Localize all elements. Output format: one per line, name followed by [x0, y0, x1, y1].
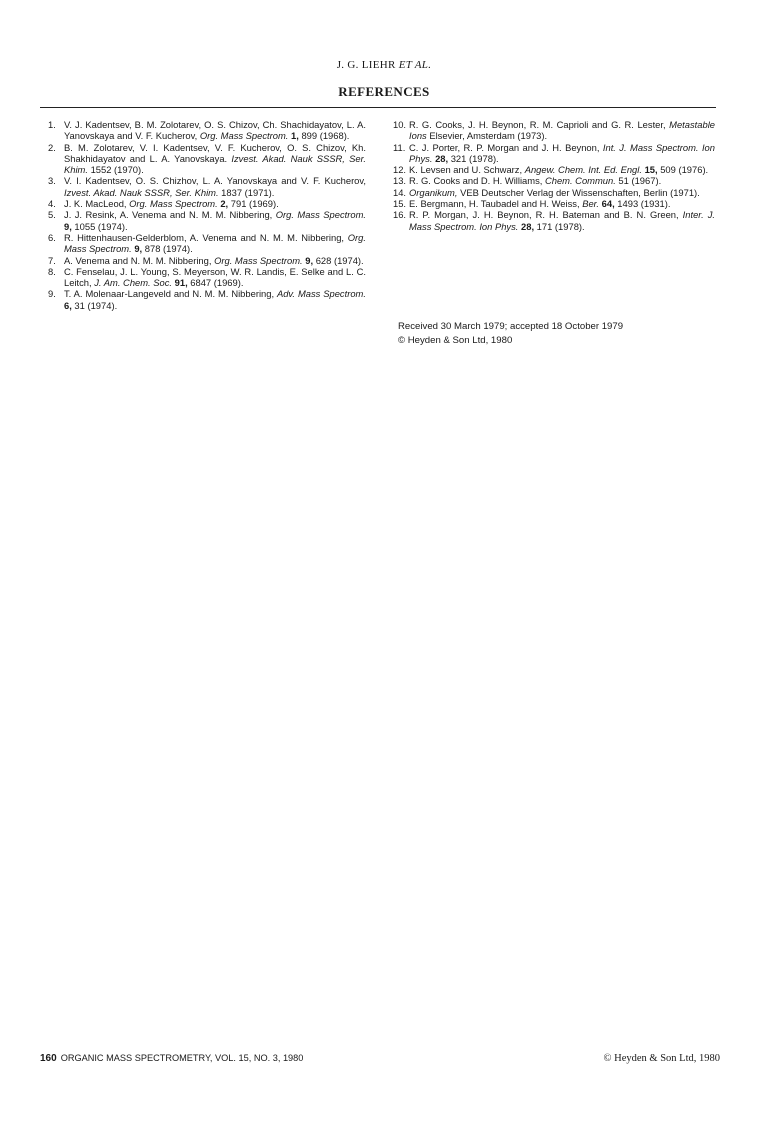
received-block [398, 320, 718, 347]
reference-segment: 1552 (1970). [87, 164, 144, 176]
reference-segment: J. J. Resink, A. Venema and N. M. M. Nibbering, [64, 209, 276, 221]
reference-volume: 9, [305, 254, 314, 266]
reference-segment: 171 (1978). [534, 220, 585, 232]
received-copyright: © Heyden & Son Ltd, 1980 [398, 334, 513, 346]
reference-number: 6. [48, 231, 56, 243]
reference-segment: 51 (1967). [615, 175, 662, 187]
reference-volume: 91, [174, 277, 188, 289]
reference-segment: E. Bergmann, H. Taubadel and H. Weiss, [409, 198, 583, 210]
reference-journal: Izvest. Akad. Nauk SSSR, Ser. Khim. [64, 186, 219, 198]
reference-number: 14. [393, 186, 407, 198]
reference-volume: 9, [64, 220, 72, 232]
reference-segment: R. G. Cooks and D. H. Williams, [409, 175, 545, 187]
reference-number: 4. [48, 198, 56, 210]
reference-item [393, 164, 715, 175]
reference-item [48, 288, 366, 311]
reference-number: 10. [393, 119, 407, 130]
reference-item [48, 209, 366, 232]
reference-segment: R. P. Morgan, J. H. Beynon, R. H. Bateman and B. N. Green, [409, 209, 683, 221]
running-head-et-al: ET AL. [398, 59, 432, 71]
reference-number: 15. [393, 198, 407, 210]
reference-item [48, 232, 366, 255]
reference-segment: K. Levsen and U. Schwarz, [409, 164, 525, 176]
reference-text [409, 187, 715, 198]
reference-text [64, 255, 366, 266]
reference-journal: Org. Mass Spectrom. [64, 231, 366, 255]
reference-number: 11. [393, 141, 406, 153]
reference-volume: 2, [220, 198, 229, 210]
reference-item [393, 198, 715, 209]
reference-segment: 509 (1976). [657, 164, 709, 176]
footer-left [40, 1053, 303, 1064]
reference-volume: 9, [134, 243, 143, 255]
reference-text [64, 209, 366, 232]
reference-number: 3. [48, 175, 56, 187]
reference-number: 8. [48, 265, 56, 277]
reference-volume: 28, [435, 152, 449, 164]
reference-segment: R. G. Cooks, J. H. Beynon, R. M. Caprioli and G. R. Lester, [409, 119, 670, 130]
reference-item [393, 209, 715, 232]
reference-text [64, 142, 366, 176]
reference-journal: Organikum, [409, 186, 458, 198]
reference-number: 13. [393, 175, 407, 187]
reference-segment: 899 (1968). [298, 130, 350, 142]
reference-segment: 31 (1974). [71, 299, 118, 311]
reference-segment: 6847 (1969). [187, 277, 244, 289]
reference-text [64, 232, 366, 255]
page-number: 160 [40, 1053, 57, 1064]
reference-text [64, 288, 366, 311]
reference-text [409, 164, 715, 175]
reference-journal: Inter. J. Mass Spectrom. Ion Phys. [409, 209, 715, 232]
journal-citation: ORGANIC MASS SPECTROMETRY, VOL. 15, NO. 3, 1980 [60, 1053, 304, 1063]
reference-segment: VEB Deutscher Verlag der Wissenschaften, Berlin (1971). [457, 186, 700, 198]
reference-text [409, 175, 715, 186]
reference-segment: 1837 (1971). [218, 186, 275, 198]
reference-segment: 1055 (1974). [71, 220, 128, 232]
reference-segment: R. Hittenhausen-Gelderblom, A. Venema and N. M. M. Nibbering, [64, 231, 348, 243]
reference-volume: 28, [521, 220, 535, 232]
reference-number: 16. [393, 209, 407, 221]
reference-text [409, 209, 715, 232]
reference-volume: 64, [601, 198, 615, 210]
reference-text [64, 119, 366, 142]
received-dates: Received 30 March 1979; accepted 18 October 1979 [398, 321, 624, 332]
reference-volume: 6, [64, 299, 72, 311]
reference-segment: T. A. Molenaar-Langeveld and N. M. M. Nibbering, [64, 288, 277, 300]
reference-item [48, 175, 366, 198]
reference-text [64, 198, 366, 209]
reference-number: 7. [48, 254, 56, 266]
reference-number: 9. [48, 288, 56, 300]
reference-item [48, 198, 366, 209]
header-rule [40, 107, 716, 108]
reference-segment: C. Fenselau, J. L. Young, S. Meyerson, W. R. Landis, E. Selke and L. C. Leitch, [64, 265, 366, 289]
reference-volume: 1, [291, 130, 299, 142]
reference-text [64, 266, 366, 289]
reference-volume: 15, [644, 164, 658, 176]
reference-item [393, 142, 715, 165]
reference-journal: Org. Mass Spectrom. [129, 198, 218, 210]
reference-journal: Org. Mass Spectrom. [214, 254, 303, 266]
reference-text [409, 142, 715, 165]
reference-number: 12. [393, 164, 407, 176]
reference-item [48, 255, 366, 266]
reference-item [48, 142, 366, 176]
reference-item [393, 119, 715, 142]
section-title: REFERENCES [338, 84, 430, 99]
reference-journal: Metastable Ions [409, 119, 715, 142]
reference-journal: Angew. Chem. Int. Ed. Engl. [524, 164, 642, 176]
reference-number: 5. [48, 209, 56, 221]
reference-journal: Org. Mass Spectrom. [275, 209, 366, 221]
reference-segment: Elsevier, Amsterdam (1973). [426, 130, 548, 142]
reference-journal: Adv. Mass Spectrom. [276, 288, 366, 300]
reference-segment: J. K. MacLeod, [64, 198, 130, 210]
reference-item [48, 266, 366, 289]
running-head [0, 59, 768, 71]
reference-segment: B. M. Zolotarev, V. I. Kadentsev, V. F. Kucherov, O. S. Chizov, Kh. Shakhidayatov and L. A. Yanovskaya. [64, 141, 366, 164]
reference-journal: J. Am. Chem. Soc. [94, 277, 173, 289]
reference-text [409, 198, 715, 209]
reference-item [393, 175, 715, 186]
reference-text [64, 175, 366, 198]
reference-number: 2. [48, 141, 56, 153]
reference-journal: Org. Mass Spectrom. [199, 130, 289, 142]
reference-segment: V. J. Kadentsev, B. M. Zolotarev, O. S. Chizov, Ch. Shachidayatov, L. A. Yanovskaya and V. F. Kucherov, [64, 119, 366, 142]
references-left-column [48, 119, 366, 311]
reference-item [393, 187, 715, 198]
reference-segment: 791 (1969). [228, 198, 279, 210]
reference-text [409, 119, 715, 142]
reference-number: 1. [48, 119, 56, 130]
reference-segment: A. Venema and N. M. M. Nibbering, [64, 254, 215, 266]
reference-journal: Ber. [582, 198, 600, 210]
reference-segment: V. I. Kadentsev, O. S. Chizhov, L. A. Yanovskaya and V. F. Kucherov, [64, 175, 366, 187]
footer-copyright: © Heyden & Son Ltd, 1980 [603, 1053, 720, 1064]
reference-segment: 628 (1974). [313, 254, 364, 266]
reference-item [48, 119, 366, 142]
references-right-column [393, 119, 715, 232]
reference-journal: Izvest. Akad. Nauk SSSR, Ser. Khim. [64, 152, 366, 176]
reference-journal: Int. J. Mass Spectrom. Ion Phys. [409, 141, 715, 164]
reference-journal: Chem. Commun. [544, 175, 616, 187]
running-head-authors: J. G. LIEHR [336, 59, 396, 71]
reference-segment: 1493 (1931). [614, 198, 671, 210]
reference-segment: 321 (1978). [448, 152, 499, 164]
reference-segment: 878 (1974). [142, 243, 193, 255]
reference-segment: C. J. Porter, R. P. Morgan and J. H. Beynon, [409, 141, 603, 153]
